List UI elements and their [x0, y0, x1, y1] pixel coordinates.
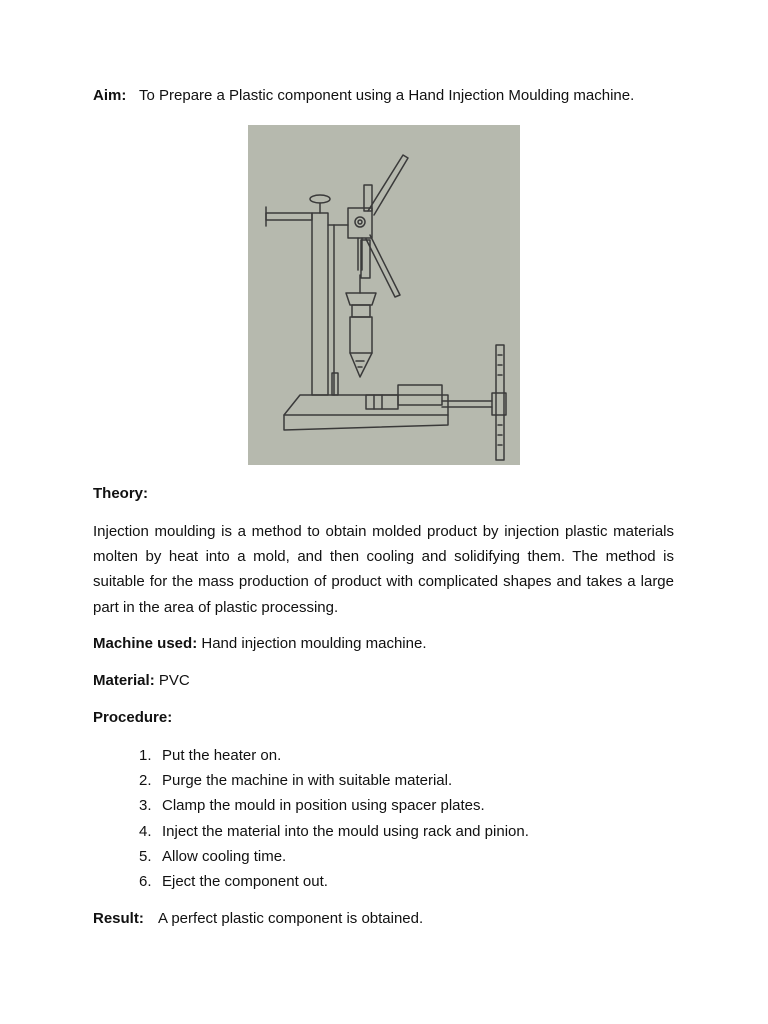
- procedure-heading: Procedure:: [93, 709, 173, 726]
- procedure-step: [93, 819, 674, 844]
- step-number: 5.: [139, 847, 152, 865]
- procedure-step: [93, 844, 674, 869]
- material-label: Material:: [93, 672, 155, 689]
- procedure-step: [93, 743, 674, 768]
- machine-used-value: Hand injection moulding machine.: [201, 635, 427, 652]
- step-text: Put the heater on.: [162, 747, 282, 764]
- machine-diagram-figure: [248, 125, 520, 465]
- result-line: [93, 910, 423, 928]
- procedure-step: [93, 793, 674, 818]
- result-text: A perfect plastic component is obtained.: [158, 910, 424, 927]
- lower-lever-arm: [366, 235, 400, 297]
- step-text: Eject the component out.: [162, 872, 328, 890]
- hand-injection-moulding-machine-drawing: [248, 125, 520, 465]
- step-number: 1.: [139, 747, 152, 764]
- theory-heading: Theory:: [93, 485, 149, 502]
- procedure-step: [93, 768, 674, 793]
- aim-line: [93, 87, 634, 105]
- material-line: [93, 672, 190, 690]
- vertical-column: [312, 213, 328, 395]
- aim-text: To Prepare a Plastic component using a Hand Injection Moulding machine.: [139, 87, 635, 104]
- step-number: 4.: [139, 822, 152, 840]
- machine-used-line: [93, 635, 427, 653]
- step-text: Inject the material into the mould using rack and pinion.: [162, 822, 529, 840]
- step-text: Purge the machine in with suitable material.: [162, 772, 453, 790]
- heating-barrel: [350, 317, 372, 353]
- step-number: 3.: [139, 797, 152, 815]
- material-value: PVC: [158, 672, 190, 689]
- left-handle-bar: [266, 213, 312, 220]
- document-page: [93, 0, 674, 1024]
- procedure-step: [93, 869, 674, 894]
- step-text: Allow cooling time.: [162, 847, 287, 865]
- result-label: Result:: [93, 910, 144, 927]
- machine-used-label: Machine used:: [93, 635, 198, 652]
- theory-paragraph: Injection moulding is a method to obtain molded product by injection plastic materials molten by heat into a mold, and then cooling and solidifying them. The method is suitable for the mass production of product with complicated shapes and takes a large part in the area of plastic processing.: [93, 523, 674, 616]
- injection-carriage: [348, 208, 372, 238]
- step-text: Clamp the mould in position using spacer plates.: [162, 797, 485, 815]
- step-number: 2.: [139, 772, 152, 790]
- top-handwheel: [310, 195, 330, 203]
- aim-label: Aim:: [93, 87, 127, 104]
- step-number: 6.: [139, 872, 152, 890]
- procedure-steps-list: [93, 743, 674, 894]
- upper-lever-arm: [368, 155, 408, 215]
- hopper-funnel: [346, 293, 376, 305]
